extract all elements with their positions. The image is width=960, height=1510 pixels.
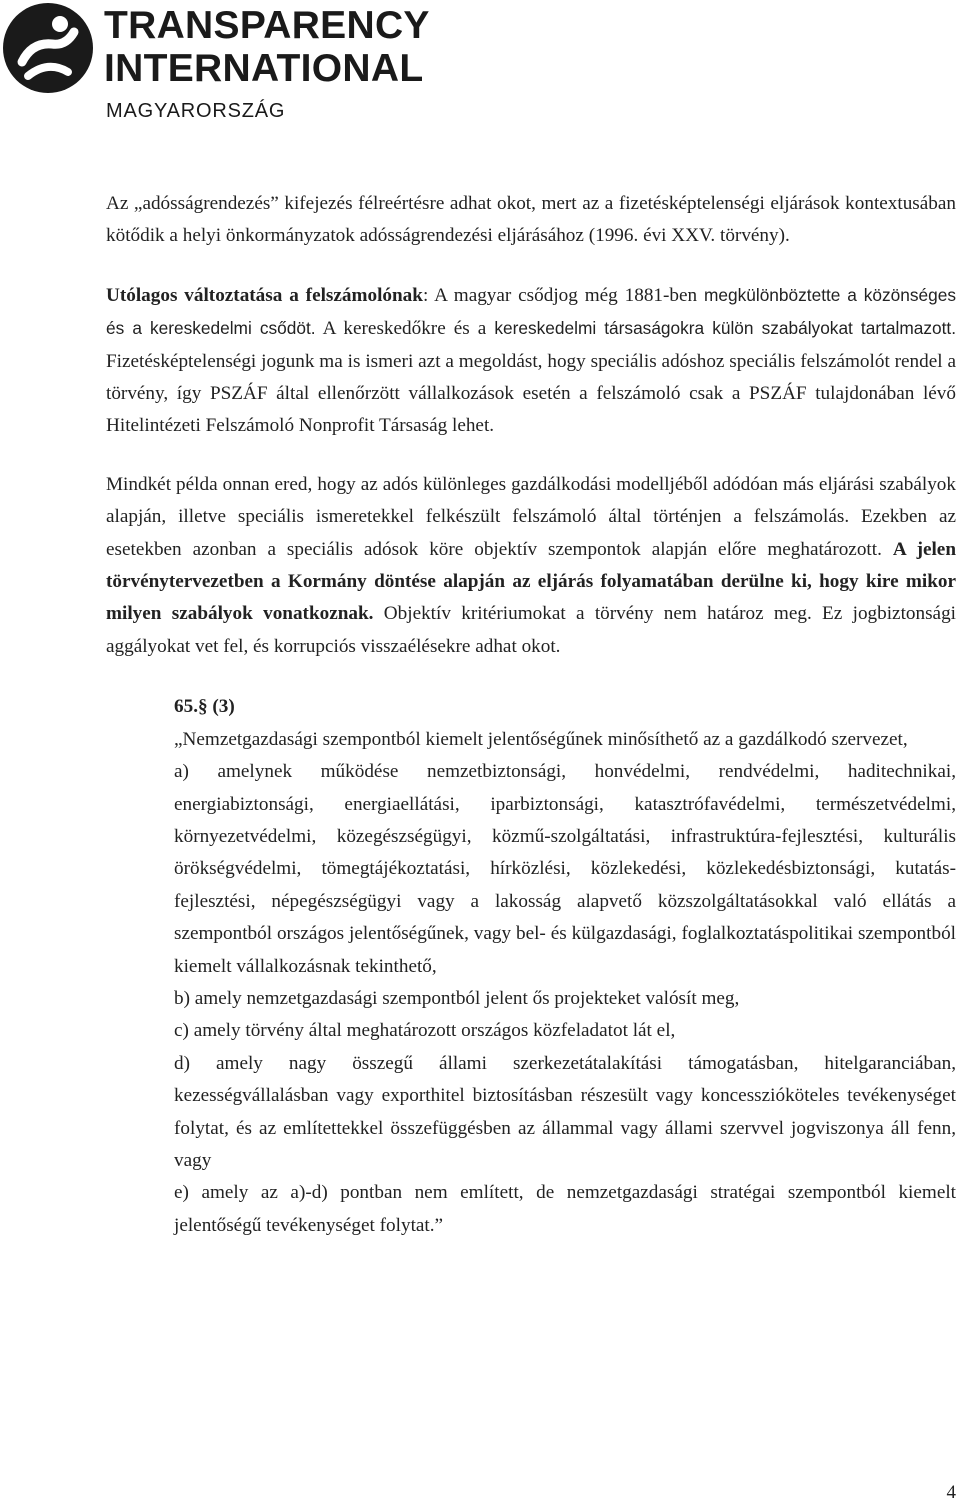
logo-line-1: TRANSPARENCY <box>104 4 430 47</box>
paragraph-2-colon: : <box>422 284 429 306</box>
paragraph-2 <box>106 279 956 443</box>
page-number: 4 <box>946 1482 956 1503</box>
document-body <box>106 188 956 1242</box>
paragraph-2-seg5: Fizetésképtelenségi jogunk ma is ismeri azt a megoldást, hogy speciális adóshoz speciális felszámolót rendel a törvény, így PSZÁF által ellenőrzött vállalkozások esetén a felszámoló csak a PSZÁF tulajdonában lévő Hitelintézeti Felszámoló Nonprofit Társaság lehet. <box>106 350 956 437</box>
paragraph-3-bold: A jelen törvénytervezetben a Kormány döntése alapján az eljárás folyamatában derülne ki, hogy kire mikor milyen szabályok vonatkoznak. <box>106 538 956 625</box>
quote-item-d: d) amely nagy összegű állami szerkezetátalakítási támogatásban, hitelgaranciában, kezességvállalásban vagy exporthitel biztosításban részesült vagy koncesszióköteles tevékenységet folytat, és az említettekkel összefüggésben az állammal vagy állami szervvel jogviszonya áll fenn, vagy <box>174 1052 956 1171</box>
paragraph-3-seg1: Mindkét példa onnan ered, hogy az adós különleges gazdálkodási modelljéből adódóan más eljárási szabályok alapján, illetve speciális ismeretekkel felkészült felszámoló által történjen a felszámolás. Ezekben az esetekben azonban a speciális adósok köre objektív szempontok alapján előre meghatározott. <box>106 473 956 560</box>
quote-intro: „Nemzetgazdasági szempontból kiemelt jelentőségűnek minősíthető az a gazdálkodó szervezet, <box>174 728 908 750</box>
paragraph-2-seg4: kereskedelmi társaságokra külön szabályokat tartalmazott. <box>494 318 956 339</box>
logo-line-3: MAGYARORSZÁG <box>106 100 286 122</box>
paragraph-2-seg3: A kereskedőkre és a <box>315 318 495 340</box>
logo-line-2: INTERNATIONAL <box>104 47 424 90</box>
header-logo <box>0 0 470 130</box>
quoted-section <box>174 691 956 1242</box>
quote-item-a: a) amelynek működése nemzetbiztonsági, honvédelmi, rendvédelmi, haditechnikai, energiabiztonsági, energiaellátási, iparbiztonsági, katasztrófavédelmi, természetvédelmi, környezetvédelmi, közegészségügyi, közmű-szolgáltatási, infrastruktúra-fejlesztési, kulturális örökségvédelmi, tömegtájékoztatási, hírközlési, közlekedési, közlekedésbiztonsági, kutatás-fejlesztési, népegészségügyi vagy a lakosság alapvető közszolgáltatásokkal való ellátás a szempontból országos jelentőségűnek, vagy bel- és külgazdasági, foglalkoztatáspolitikai szempontból kiemelt vállalkozásnak tekinthető, <box>174 761 956 977</box>
quote-heading <box>174 691 956 723</box>
quote-item-c: c) amely törvény által meghatározott országos közfeladatot lát el, <box>174 1020 676 1042</box>
transparency-international-logo-icon <box>2 2 94 94</box>
paragraph-3-seg2: Objektív kritériumokat a törvény nem határoz meg. Ez jogbiztonsági aggályokat vet fel, és korrupciós visszaélésekre adhat okot. <box>106 603 957 657</box>
paragraph-2-seg1: A magyar csődjog még 1881-ben <box>428 284 704 306</box>
paragraph-1: Az „adósságrendezés” kifejezés félreértésre adhat okot, mert az a fizetésképtelenségi eljárások kontextusában kötődik a helyi önkormányzatok adósságrendezési eljárásához (1996. évi XXV. törvény). <box>106 193 956 247</box>
quote-heading-text: 65.§ (3) <box>174 696 235 718</box>
quote-item-b: b) amely nemzetgazdasági szempontból jelent ős projekteket valósít meg, <box>174 987 740 1009</box>
paragraph-2-seg2: megkülönböztette a közönséges és a kereskedelmi csődöt. <box>106 284 956 339</box>
paragraph-3 <box>106 469 956 663</box>
paragraph-2-bold: Utólagos változtatása a felszámolónak <box>106 284 423 306</box>
quote-item-e: e) amely az a)-d) pontban nem említett, de nemzetgazdasági stratégai szempontból kiemelt jelentőségű tevékenységet folytat.” <box>174 1182 956 1236</box>
